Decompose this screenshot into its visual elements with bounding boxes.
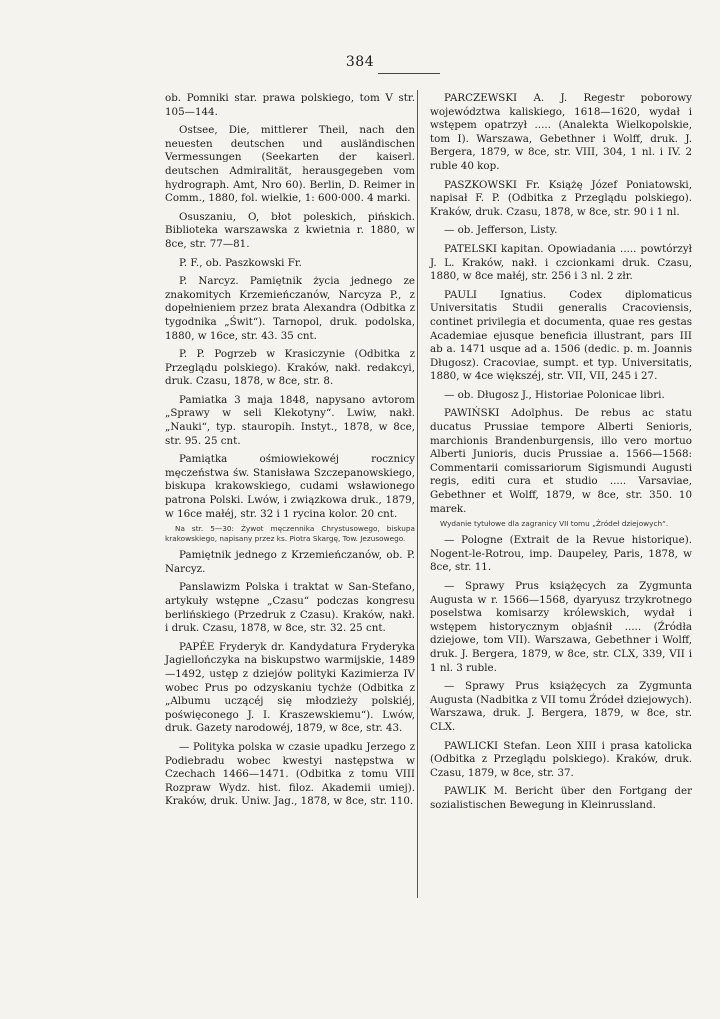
bibliography-entry: Osuszaniu, O, błot poleskich, pińskich. Biblioteka warszawska z kwietnia r. 1880, w 8ce, str. 77—81. xyxy=(165,210,415,250)
page-number: 384 xyxy=(345,54,375,70)
bibliography-entry: ob. Pomniki star. prawa polskiego, tom V str. 105—144. xyxy=(165,92,415,118)
bibliography-entry: P. F., ob. Paszkowski Fr. xyxy=(179,256,302,269)
bibliography-entry: — Sprawy Prus książęcych za Zygmunta Augusta w r. 1566—1568, dyaryusz trzykrotnego poselstwa komisarzy królewskich, wydał i wstępem historycznym objaśnił ..... (Źródła dziejowe, tom VII). Warszawa, Gebethner i Wolff, druk. J. Bergera, 1879, w 8ce, str. CLX, 339, VII i 1 nl. 3 ruble. xyxy=(430,580,692,674)
bibliography-entry: — Pologne (Extrait de la Revue historique). Nogent-le-Rotrou, imp. Daupeley, Paris, 1878, w 8ce, str. 11. xyxy=(430,534,692,574)
bibliography-entry: PAWIŃSKI Adolphus. De rebus ac statu ducatus Prussiae tempore Alberti Senioris, marchionis Brandenburgensis, illo vero mortuo Alberti Junioris, ducis Prussiae a. 1566—1568: Commentarii comissariorum Sigismundi Augusti regis, editi cura et studio ..... Varsaviae, Gebethner et Wolff, 1879, w 8ce, str. 350. 10 marek. xyxy=(430,407,692,515)
bibliography-entry: PARCZEWSKI A. J. Regestr poborowy województwa kaliskiego, 1618—1620, wydał i wstępem opatrzył ..... (Analekta Wielkopolskie, tom I). Warszawa, Gebethner i Wolff, druk. J. Bergera, 1879, w 8ce, str. VIII, 304, 1 nl. i IV. 2 ruble 40 kop. xyxy=(430,92,692,172)
page-number-rule xyxy=(378,73,440,74)
bibliography-entry: Pamiętnik jednego z Krzemieńczanów, ob. P. Narcyz. xyxy=(165,549,415,575)
bibliography-note: Na str. 5—30: Żywot męczennika Chrystusowego, biskupa krakowskiego, napisany przez ks. Piotra Skargę, Tow. Jezusowego. xyxy=(165,524,415,544)
bibliography-entry: PAPÉE Fryderyk dr. Kandydatura Fryderyka Jagiellończyka na biskupstwo warmijskie, 1489—1492, ustęp z dziejów polityki Kazimierza IV wobec Prus po odzyskaniu tychże (Odbitka z „Albumu uczącéj się młodzieży polskiéj, poświęconego J. I. Kraszewskiemu“). Lwów, druk. Gazety narodowéj, 1879, w 8ce, str. 43. xyxy=(165,640,415,735)
bibliography-entry: PAWLICKI Stefan. Leon XIII i prasa katolicka (Odbitka z Przeglądu polskiego). Kraków, druk. Czasu, 1879, w 8ce, str. 37. xyxy=(430,739,692,779)
bibliography-entry: Ostsee, Die, mittlerer Theil, nach den neuesten deutschen und ausländischen Vermessungen (Seekarten der kaiserl. deutschen Admiralität, herausgegeben vom hydrograph. Amt, Nro 60). Berlin, D. Reimer in Comm., 1880, fol. wielkie, 1: 600·000. 4 marki. xyxy=(165,124,415,205)
column-divider xyxy=(417,90,418,898)
bibliography-entry: — Sprawy Prus książęcych za Zygmunta Augusta (Nadbitka z VII tomu Źródeł dziejowych). Warszawa, druk. J. Bergera, 1879, w 8ce, str. CLX. xyxy=(430,680,692,733)
bibliography-entry: P. Narcyz. Pamiętnik życia jednego ze znakomitych Krzemieńczanów, Narcyza P., z dopełnieniem przez brata Alexandra (Odbitka z tygodnika „Świt“). Tarnopol, druk. podolska, 1880, w 16ce, str. 43. 35 cnt. xyxy=(165,275,415,342)
bibliography-note: Wydanie tytułowe dla zagranicy VII tomu „Źródeł dziejowych“. xyxy=(440,519,669,529)
bibliography-entry: PATELSKI kapitan. Opowiadania ..... powtórzył J. L. Kraków, nakł. i czcionkami druk. Czasu, 1880, w 8ce małéj, str. 256 i 3 nl. 2 złr. xyxy=(430,242,692,283)
right-column xyxy=(430,92,692,818)
bibliography-entry: Panslawizm Polska i traktat w San-Stefano, artykuły wstępne „Czasu“ podczas kongresu berlińskiego (Przedruk z Czasu). Kraków, nakł. i druk. Czasu, 1878, w 8ce, str. 32. 25 cnt. xyxy=(165,581,415,635)
bibliography-entry: PAULI Ignatius. Codex diplomaticus Universitatis Studii generalis Cracoviensis, continet privilegia et documenta, quae res gestas Academiae ejusque beneficia illustrant, pars III ab a. 1471 usque ad a. 1506 (dedic. p. m. Joannis Długosz). Cracoviae, sumpt. et typ. Universitatis, 1880, w 4ce większéj, str. VII, VII, 245 i 27. xyxy=(430,288,692,383)
bibliography-entry: — ob. Długosz J., Historiae Polonicae libri. xyxy=(444,388,665,401)
bibliography-entry: PAWLIK M. Bericht über den Fortgang der sozialistischen Bewegung in Kleinrussland. xyxy=(430,785,692,811)
bibliography-entry: Pamiątka ośmiowiekowéj rocznicy męczeństwa św. Stanisława Szczepanowskiego, biskupa krakowskiego, cudami wsławionego patrona Polski. Lwów, i związkowa druk., 1879, w 16ce małéj, str. 32 i 1 rycina kolor. 20 cnt. xyxy=(165,453,415,520)
bibliography-entry: — Polityka polska w czasie upadku Jerzego z Podiebradu wobec kwestyi następstwa w Czechach 1466—1471. (Odbitka z tomu VIII Rozpraw Wydz. hist. filoz. Akademii umiej). Kraków, druk. Uniw. Jag., 1878, w 8ce, str. 110. xyxy=(165,740,415,808)
bibliography-entry: — ob. Jefferson, Listy. xyxy=(444,224,558,237)
bibliography-entry: P. P. Pogrzeb w Krasiczynie (Odbitka z Przeglądu polskiego). Kraków, nakł. redakcyi, druk. Czasu, 1878, w 8ce, str. 8. xyxy=(165,348,415,388)
bibliography-entry: PASZKOWSKI Fr. Książę Józef Poniatowski, napisał F. P. (Odbitka z Przeglądu polskiego). Kraków, druk. Czasu, 1878, w 8ce, str. 90 i 1 nl. xyxy=(430,178,692,218)
left-column xyxy=(165,92,415,814)
bibliography-entry: Pamiatka 3 maja 1848, napysano avtorom „Sprawy w seli Klekotyny“. Lwiw, nakł. „Nauki“, typ. stauropih. Instyt., 1878, w 8ce, str. 95. 25 cnt. xyxy=(165,393,415,447)
